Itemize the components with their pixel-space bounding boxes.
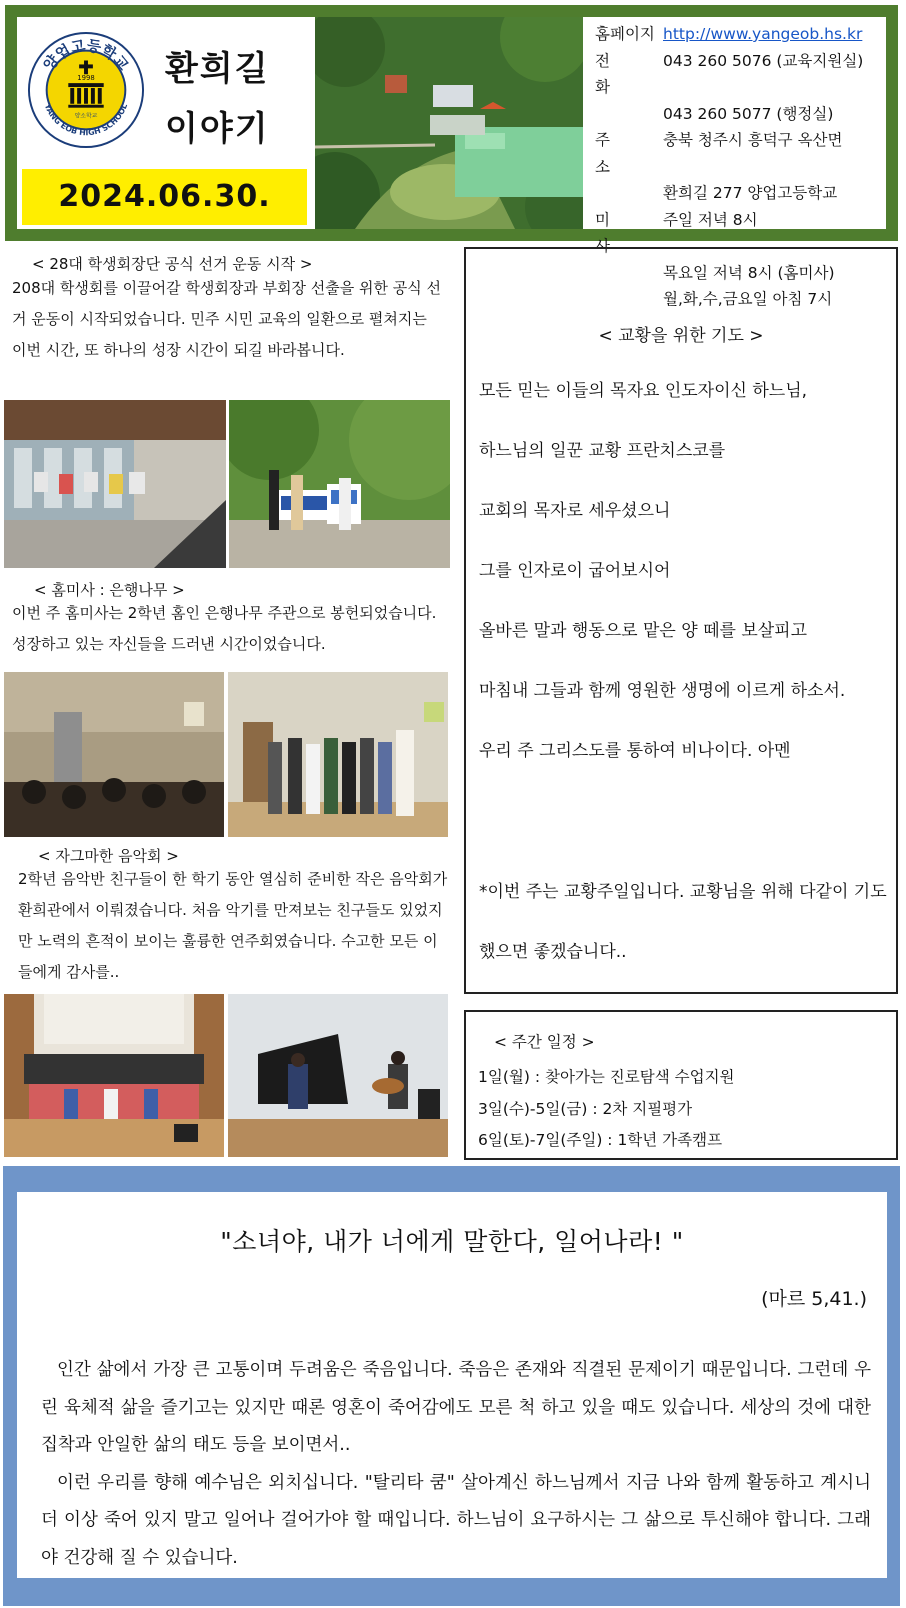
- phone-label: 전화: [595, 51, 632, 96]
- prayer-line: 마침내 그들과 함께 영원한 생명에 이르게 하소서.: [479, 681, 846, 701]
- masthead: [17, 17, 307, 162]
- prayer-line: 우리 주 그리스도를 통하여 비나이다. 아멘: [479, 741, 791, 761]
- phone-row: [595, 48, 895, 101]
- prayer-line: 올바른 말과 행동으로 맡은 양 떼를 보살피고: [479, 621, 808, 641]
- homepage-label: 홈페이지: [595, 25, 655, 43]
- prayer-box: [464, 247, 898, 994]
- address-2: 환희길 277 양업고등학교: [663, 184, 838, 202]
- prayer-line: 모든 믿는 이들의 목자요 인도자이신 하느님,: [479, 381, 808, 401]
- logo-tag: 양소학교: [74, 113, 98, 120]
- article-concert-body: 2학년 음악반 친구들이 한 학기 동안 열심히 준비한 작은 음악회가 환희관에서 이뤄졌습니다. 처음 악기를 만져보는 친구들도 있었지만 노력의 흔적이 보이는 훌륭한 연주회였습니다. 수고한 모든 이들에게 감사를..: [18, 870, 448, 981]
- issue-date: 2024.06.30.: [22, 169, 307, 225]
- election-photo-outdoor: [229, 400, 450, 568]
- schedule-title: < 주간 일정 >: [494, 1033, 595, 1051]
- mass-label: 미사: [595, 210, 632, 255]
- prayer-line: 그를 인자로이 굽어보시어: [479, 561, 671, 581]
- prayer-line: 교회의 목자로 세우셨으니: [479, 501, 671, 521]
- gospel-reflection-frame: [3, 1166, 900, 1606]
- prayer-text: [479, 379, 889, 799]
- title-line-2: 이야기: [165, 109, 270, 149]
- gospel-reference: (마르 5,41.): [761, 1288, 867, 1310]
- gospel-reflection: [17, 1192, 887, 1578]
- gospel-paragraph: 이런 우리를 향해 예수님은 외치십니다. "탈리타 쿰" 살아계신 하느님께서 지금 나와 함께 활동하고 계시니 더 이상 죽어 있지 말고 일어나 걸어가야 할 때입니다. 하느님이 요구하시는 그 삶으로 투신해야 합니다. 그래야 건강해 질 수 있습니다.: [41, 1472, 871, 1568]
- logo-english-name: YANG EOB HIGH SCHOOL: [42, 102, 130, 138]
- article-election-title: < 28대 학생회장단 공식 선거 운동 시작 >: [32, 255, 313, 273]
- schedule-item: 6일(토)-7일(주일) : 1학년 가족캠프: [478, 1131, 723, 1149]
- election-photo-hallway: [4, 400, 226, 568]
- homepage-link[interactable]: http://www.yangeob.hs.kr: [663, 25, 863, 43]
- gospel-paragraph: 인간 삶에서 가장 큰 고통이며 두려움은 죽음입니다. 죽음은 존재와 직결된 문제이기 때문입니다. 그런데 우린 육체적 삶을 즐기고는 있지만 때론 영혼이 죽어감에도 모른 척 하고 있을 때도 있습니다. 세상의 것에 대한 집착과 안일한 삶의 태도 등을 보이면서..: [41, 1360, 871, 1455]
- phone-row-2: [595, 101, 895, 128]
- logo-arc-text: 양업고등학교: [40, 37, 132, 74]
- prayer-line: 하느님의 일꾼 교황 프란치스코를: [479, 441, 726, 461]
- address-1: 충북 청주시 흥덕구 옥산면: [663, 131, 843, 149]
- mass-3: 월,화,수,금요일 아침 7시: [663, 290, 833, 308]
- homemass-photo-gathering: [4, 672, 224, 837]
- newsletter-title: [165, 39, 270, 159]
- concert-photo-group: [4, 994, 224, 1157]
- logo-year: 1998: [77, 74, 95, 83]
- prayer-note: *이번 주는 교황주일입니다. 교황님을 위해 다같이 기도했으면 좋겠습니다..: [479, 882, 887, 962]
- homemass-photo-group: [228, 672, 448, 837]
- weekly-schedule-box: [464, 1010, 898, 1160]
- article-election-body: 208대 학생회를 이끌어갈 학생회장과 부회장 선출을 위한 공식 선거 운동이 시작되었습니다. 민주 시민 교육의 일환으로 펼쳐지는 이번 시간, 또 하나의 성장 시간이 되길 바라봅니다.: [12, 279, 442, 359]
- title-line-1: 환희길: [165, 49, 270, 89]
- article-homemass-title: < 홈미사 : 은행나무 >: [34, 581, 185, 599]
- mass-1: 주일 저녁 8시: [663, 210, 758, 229]
- mass-2: 목요일 저녁 8시 (홈미사): [663, 263, 835, 282]
- article-concert-title: < 자그마한 음악회 >: [38, 847, 179, 865]
- address-label: 주소: [595, 131, 632, 176]
- gospel-quote: "소녀야, 내가 너에게 말한다, 일어나라! ": [220, 1227, 684, 1256]
- address-row-2: [595, 180, 895, 207]
- prayer-title: < 교황을 위한 기도 >: [598, 326, 764, 346]
- article-homemass-body: 이번 주 홈미사는 2학년 홈인 은행나무 주관으로 봉헌되었습니다. 성장하고 있는 자신들을 드러낸 시간이었습니다.: [12, 604, 437, 653]
- phone-1: 043 260 5076 (교육지원실): [663, 51, 864, 70]
- schedule-list: [478, 1062, 735, 1157]
- schedule-item: 3일(수)-5일(금) : 2차 지필평가: [478, 1099, 693, 1118]
- address-row: [595, 127, 895, 180]
- gospel-body: [41, 1352, 871, 1577]
- homepage-row: [595, 21, 895, 48]
- phone-2: 043 260 5077 (행정실): [663, 104, 834, 123]
- school-logo: [27, 31, 145, 149]
- schedule-item: 1일(월) : 찾아가는 진로탐색 수업지원: [478, 1068, 735, 1086]
- campus-aerial-photo: [315, 17, 583, 229]
- concert-photo-performance: [228, 994, 448, 1157]
